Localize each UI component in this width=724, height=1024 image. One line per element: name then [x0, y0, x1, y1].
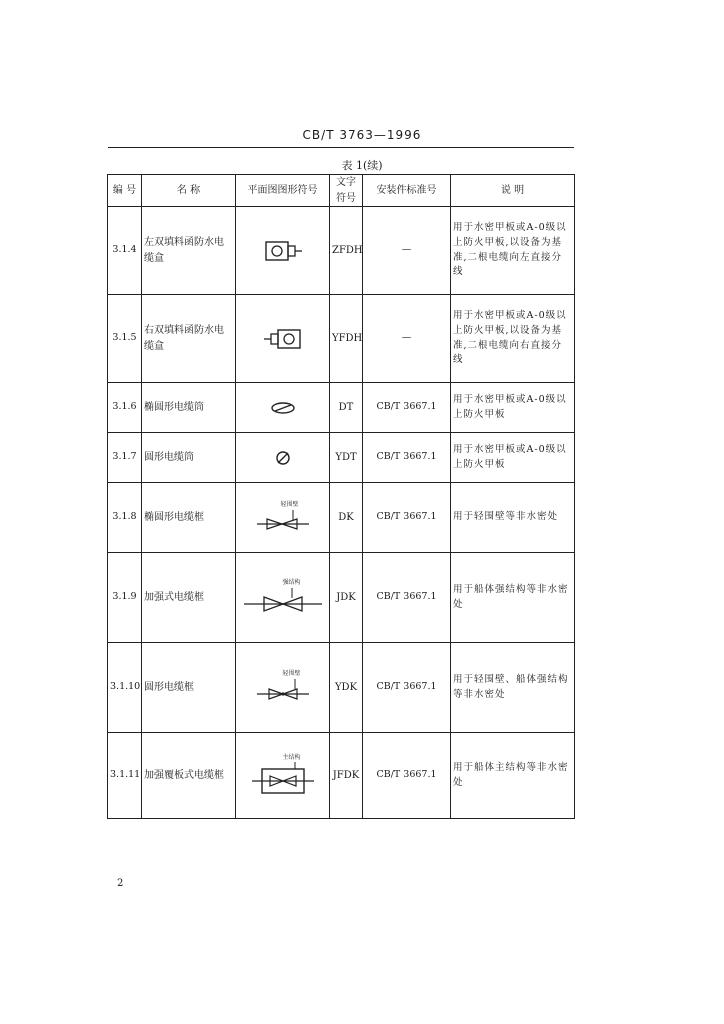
- symbol-table: [107, 174, 575, 819]
- row-symbol: [236, 295, 330, 383]
- row-standard: CB/T 3667.1: [363, 483, 451, 553]
- row-symbol: [236, 483, 330, 553]
- row-number: 3.1.9: [108, 553, 142, 643]
- header-rule: [108, 147, 574, 148]
- col-header-desc: 说 明: [451, 175, 575, 207]
- table-row: [108, 483, 575, 553]
- row-symbol: [236, 433, 330, 483]
- symbol-label: 主结构: [282, 753, 301, 761]
- row-standard: CB/T 3667.1: [363, 643, 451, 733]
- box-gland-left-icon: [258, 239, 308, 263]
- table-header-row: [108, 175, 575, 207]
- table-caption: 表 1(续): [341, 159, 383, 172]
- row-number: 3.1.8: [108, 483, 142, 553]
- oval-pipe-icon: [263, 399, 303, 417]
- document-header: CB/T 3763—1996: [302, 128, 422, 142]
- row-standard: CB/T 3667.1: [363, 733, 451, 819]
- row-number: 3.1.7: [108, 433, 142, 483]
- row-symbol: [236, 553, 330, 643]
- row-symbol: [236, 207, 330, 295]
- row-standard: CB/T 3667.1: [363, 433, 451, 483]
- row-number: 3.1.4: [108, 207, 142, 295]
- row-code: DT: [330, 383, 363, 433]
- table-row: [108, 383, 575, 433]
- row-standard: CB/T 3667.1: [363, 553, 451, 643]
- plate-frame-icon: [248, 761, 318, 797]
- row-name: 椭圆形电缆框: [142, 483, 236, 553]
- row-name: 圆形电缆筒: [142, 433, 236, 483]
- row-description: 用于水密甲板或A-0级以上防火甲板: [451, 383, 575, 433]
- row-standard: —: [363, 207, 451, 295]
- symbol-label: 轻围壁: [280, 500, 299, 508]
- col-header-num: 编 号: [108, 175, 142, 207]
- row-code: YFDH: [330, 295, 363, 383]
- row-description: 用于水密甲板或A-0级以上防火甲板,以设备为基准,二根电缆向左直接分线: [451, 207, 575, 295]
- col-header-std: 安装件标准号: [363, 175, 451, 207]
- row-symbol: [236, 733, 330, 819]
- col-header-symbol: 平面图图形符号: [236, 175, 330, 207]
- table-row: [108, 433, 575, 483]
- row-name: 圆形电缆框: [142, 643, 236, 733]
- row-number: 3.1.5: [108, 295, 142, 383]
- oval-frame-icon: [251, 508, 315, 534]
- row-code: JDK: [330, 553, 363, 643]
- row-description: 用于船体强结构等非水密处: [451, 553, 575, 643]
- row-number: 3.1.11: [108, 733, 142, 819]
- table-row: [108, 553, 575, 643]
- symbol-label: 强结构: [282, 578, 301, 586]
- row-code: YDK: [330, 643, 363, 733]
- table-row: [108, 207, 575, 295]
- col-header-code-line2: 符号: [336, 192, 356, 204]
- row-name: 加强式电缆框: [142, 553, 236, 643]
- symbol-label: 轻围壁: [282, 669, 301, 677]
- row-code: JFDK: [330, 733, 363, 819]
- row-number: 3.1.10: [108, 643, 142, 733]
- row-description: 用于轻围壁、船体强结构等非水密处: [451, 643, 575, 733]
- table-row: [108, 733, 575, 819]
- row-number: 3.1.6: [108, 383, 142, 433]
- row-name: 左双填料函防水电缆盒: [142, 207, 236, 295]
- col-header-code: [330, 175, 363, 207]
- round-frame-icon: [251, 677, 315, 705]
- row-description: 用于轻围壁等非水密处: [451, 483, 575, 553]
- row-name: 右双填料函防水电缆盒: [142, 295, 236, 383]
- table-row: [108, 295, 575, 383]
- row-code: YDT: [330, 433, 363, 483]
- row-standard: —: [363, 295, 451, 383]
- row-description: 用于水密甲板或A-0级以上防火甲板,以设备为基准,二根电缆向右直接分线: [451, 295, 575, 383]
- row-code: DK: [330, 483, 363, 553]
- table-row: [108, 643, 575, 733]
- row-symbol: [236, 643, 330, 733]
- box-gland-right-icon: [258, 327, 308, 351]
- page-number: 2: [117, 878, 124, 889]
- row-symbol: [236, 383, 330, 433]
- row-standard: CB/T 3667.1: [363, 383, 451, 433]
- row-description: 用于水密甲板或A-0级以上防火甲板: [451, 433, 575, 483]
- row-name: 椭圆形电缆筒: [142, 383, 236, 433]
- round-pipe-icon: [268, 448, 298, 468]
- reinforced-frame-icon: [240, 586, 326, 616]
- row-code: ZFDH: [330, 207, 363, 295]
- row-name: 加强覆板式电缆框: [142, 733, 236, 819]
- row-description: 用于船体主结构等非水密处: [451, 733, 575, 819]
- col-header-code-line1: 文字: [336, 177, 356, 188]
- col-header-name: 名 称: [142, 175, 236, 207]
